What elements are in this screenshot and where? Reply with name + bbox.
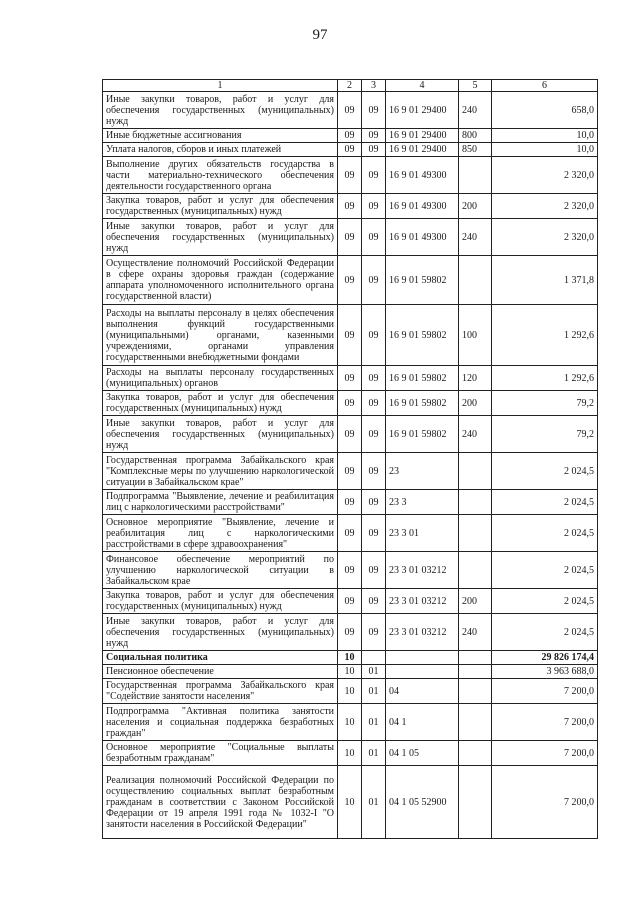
subsection-code: 01 [362, 679, 386, 704]
table-row [103, 305, 598, 366]
subsection-code: 09 [362, 219, 386, 256]
amount-value: 2 024,5 [492, 552, 598, 589]
amount-value: 3 963 688,0 [492, 665, 598, 679]
row-name: Расходы на выплаты персоналу в целях обеспечения выполнения функций государственными (муниципальными) органами, казенными учреждениями, органами управления государственными внебюджетными фондами [103, 305, 338, 366]
table-row [103, 704, 598, 741]
section-code: 10 [338, 741, 362, 766]
row-name: Закупка товаров, работ и услуг для обеспечения государственных (муниципальных) нужд [103, 194, 338, 219]
row-name: Осуществление полномочий Российской Федерации в сфере охраны здоровья граждан (содержание аппарата уполномоченного исполнительного органа государственной власти) [103, 256, 338, 305]
amount-value: 2 024,5 [492, 589, 598, 614]
section-code: 09 [338, 614, 362, 651]
section-code: 09 [338, 219, 362, 256]
subsection-code: 09 [362, 143, 386, 157]
table-row [103, 366, 598, 391]
expense-type-code [459, 515, 492, 552]
target-article-code: 16 9 01 59802 [386, 416, 459, 453]
expense-type-code: 200 [459, 391, 492, 416]
row-name: Закупка товаров, работ и услуг для обеспечения государственных (муниципальных) нужд [103, 391, 338, 416]
row-name: Уплата налогов, сборов и иных платежей [103, 143, 338, 157]
amount-value: 1 292,6 [492, 366, 598, 391]
section-code: 09 [338, 416, 362, 453]
table-row [103, 92, 598, 129]
page-number: 97 [312, 27, 328, 43]
expense-type-code [459, 453, 492, 490]
amount-value: 7 200,0 [492, 741, 598, 766]
target-article-code: 04 1 05 [386, 741, 459, 766]
expense-type-code [459, 256, 492, 305]
table-row [103, 391, 598, 416]
amount-value: 2 024,5 [492, 614, 598, 651]
subsection-code: 09 [362, 366, 386, 391]
section-code: 09 [338, 305, 362, 366]
subsection-code: 09 [362, 490, 386, 515]
row-name: Иные закупки товаров, работ и услуг для обеспечения государственных (муниципальных) нужд [103, 614, 338, 651]
column-header: 3 [362, 80, 386, 92]
section-code: 09 [338, 552, 362, 589]
column-header-row [103, 80, 598, 92]
subsection-code [362, 651, 386, 665]
section-code: 09 [338, 194, 362, 219]
subsection-code: 09 [362, 256, 386, 305]
amount-value: 2 024,5 [492, 490, 598, 515]
row-name: Выполнение других обязательств государства в части материально-технического обеспечения деятельности государственного органа [103, 157, 338, 194]
section-code: 09 [338, 92, 362, 129]
column-header: 2 [338, 80, 362, 92]
subsection-code: 09 [362, 589, 386, 614]
column-header: 6 [492, 80, 598, 92]
target-article-code: 16 9 01 59802 [386, 391, 459, 416]
section-code: 10 [338, 704, 362, 741]
subsection-code: 09 [362, 305, 386, 366]
row-name: Подпрограмма "Активная политика занятости населения и социальная поддержка безработных граждан" [103, 704, 338, 741]
row-name: Иные закупки товаров, работ и услуг для обеспечения государственных (муниципальных) нужд [103, 416, 338, 453]
expense-type-code: 240 [459, 219, 492, 256]
subsection-code: 01 [362, 704, 386, 741]
target-article-code: 23 3 01 03212 [386, 589, 459, 614]
amount-value: 10,0 [492, 143, 598, 157]
row-name: Подпрограмма "Выявление, лечение и реабилитация лиц с наркологическими расстройствами" [103, 490, 338, 515]
subsection-code: 01 [362, 766, 386, 839]
table-row [103, 453, 598, 490]
row-name: Иные закупки товаров, работ и услуг для обеспечения государственных (муниципальных) нужд [103, 92, 338, 129]
section-code: 09 [338, 366, 362, 391]
section-code: 09 [338, 391, 362, 416]
target-article-code: 23 3 01 [386, 515, 459, 552]
table-row [103, 679, 598, 704]
subsection-code: 09 [362, 157, 386, 194]
table-row [103, 552, 598, 589]
target-article-code: 04 [386, 679, 459, 704]
section-code: 10 [338, 766, 362, 839]
amount-value: 2 320,0 [492, 157, 598, 194]
expense-type-code [459, 704, 492, 741]
subsection-code: 09 [362, 129, 386, 143]
target-article-code [386, 651, 459, 665]
expense-type-code [459, 679, 492, 704]
amount-value: 658,0 [492, 92, 598, 129]
target-article-code: 16 9 01 49300 [386, 157, 459, 194]
table-row [103, 741, 598, 766]
table-row [103, 651, 598, 665]
row-name: Основное мероприятие "Выявление, лечение и реабилитация лиц с наркологическими расстройствами в сфере здравоохранения" [103, 515, 338, 552]
target-article-code: 16 9 01 59802 [386, 305, 459, 366]
amount-value: 79,2 [492, 391, 598, 416]
amount-value: 7 200,0 [492, 679, 598, 704]
table-row [103, 515, 598, 552]
section-code: 09 [338, 453, 362, 490]
table-row [103, 157, 598, 194]
section-code: 09 [338, 589, 362, 614]
column-header: 1 [103, 80, 338, 92]
target-article-code: 16 9 01 49300 [386, 219, 459, 256]
expense-type-code: 240 [459, 614, 492, 651]
amount-value: 79,2 [492, 416, 598, 453]
subsection-code: 09 [362, 453, 386, 490]
row-name: Расходы на выплаты персоналу государственных (муниципальных) органов [103, 366, 338, 391]
row-name: Пенсионное обеспечение [103, 665, 338, 679]
subsection-code: 09 [362, 391, 386, 416]
table-row [103, 589, 598, 614]
target-article-code: 04 1 [386, 704, 459, 741]
expense-type-code: 200 [459, 589, 492, 614]
row-name: Социальная политика [103, 651, 338, 665]
section-code: 09 [338, 256, 362, 305]
amount-value: 1 371,8 [492, 256, 598, 305]
section-code: 10 [338, 665, 362, 679]
amount-value: 2 024,5 [492, 453, 598, 490]
table-row [103, 614, 598, 651]
target-article-code [386, 665, 459, 679]
target-article-code: 16 9 01 49300 [386, 194, 459, 219]
row-name: Финансовое обеспечение мероприятий по улучшению наркологической ситуации в Забайкальском крае [103, 552, 338, 589]
subsection-code: 09 [362, 552, 386, 589]
table-row [103, 256, 598, 305]
table-row [103, 143, 598, 157]
target-article-code: 23 3 [386, 490, 459, 515]
amount-value: 2 320,0 [492, 219, 598, 256]
section-code: 09 [338, 129, 362, 143]
expense-type-code: 200 [459, 194, 492, 219]
table-row [103, 416, 598, 453]
section-code: 10 [338, 651, 362, 665]
subsection-code: 01 [362, 741, 386, 766]
target-article-code: 16 9 01 29400 [386, 129, 459, 143]
expense-type-code: 850 [459, 143, 492, 157]
section-code: 09 [338, 157, 362, 194]
subsection-code: 09 [362, 92, 386, 129]
table-row [103, 490, 598, 515]
budget-table [102, 79, 598, 839]
expense-type-code [459, 157, 492, 194]
row-name: Иные бюджетные ассигнования [103, 129, 338, 143]
row-name: Государственная программа Забайкальского края "Комплексные меры по улучшению наркологической ситуации в Забайкальском крае" [103, 453, 338, 490]
expense-type-code [459, 665, 492, 679]
table-row [103, 194, 598, 219]
column-header: 5 [459, 80, 492, 92]
amount-value: 2 024,5 [492, 515, 598, 552]
table-row [103, 766, 598, 839]
target-article-code: 23 3 01 03212 [386, 552, 459, 589]
amount-value: 2 320,0 [492, 194, 598, 219]
subsection-code: 09 [362, 515, 386, 552]
subsection-code: 09 [362, 614, 386, 651]
expense-type-code: 240 [459, 416, 492, 453]
subsection-code: 09 [362, 416, 386, 453]
target-article-code: 16 9 01 29400 [386, 92, 459, 129]
row-name: Основное мероприятие "Социальные выплаты безработным гражданам" [103, 741, 338, 766]
section-code: 09 [338, 515, 362, 552]
amount-value: 7 200,0 [492, 766, 598, 839]
row-name: Государственная программа Забайкальского края "Содействие занятости населения" [103, 679, 338, 704]
row-name: Реализация полномочий Российской Федерации по осуществлению социальных выплат безработным гражданам в соответствии с Законом Российской Федерации от 19 апреля 1991 года № 1032-I "О занятости населения в Российской Федерации" [103, 766, 338, 839]
amount-value: 1 292,6 [492, 305, 598, 366]
expense-type-code [459, 490, 492, 515]
target-article-code: 04 1 05 52900 [386, 766, 459, 839]
subsection-code: 01 [362, 665, 386, 679]
column-header: 4 [386, 80, 459, 92]
target-article-code: 16 9 01 59802 [386, 366, 459, 391]
expense-type-code: 800 [459, 129, 492, 143]
target-article-code: 23 3 01 03212 [386, 614, 459, 651]
amount-value: 29 826 174,4 [492, 651, 598, 665]
target-article-code: 16 9 01 29400 [386, 143, 459, 157]
expense-type-code [459, 552, 492, 589]
expense-type-code [459, 766, 492, 839]
expense-type-code: 120 [459, 366, 492, 391]
row-name: Иные закупки товаров, работ и услуг для обеспечения государственных (муниципальных) нужд [103, 219, 338, 256]
expense-type-code [459, 741, 492, 766]
section-code: 10 [338, 679, 362, 704]
subsection-code: 09 [362, 194, 386, 219]
expense-type-code: 100 [459, 305, 492, 366]
expense-type-code: 240 [459, 92, 492, 129]
table-row [103, 219, 598, 256]
section-code: 09 [338, 143, 362, 157]
row-name: Закупка товаров, работ и услуг для обеспечения государственных (муниципальных) нужд [103, 589, 338, 614]
expense-type-code [459, 651, 492, 665]
amount-value: 10,0 [492, 129, 598, 143]
table-row [103, 665, 598, 679]
section-code: 09 [338, 490, 362, 515]
table-row [103, 129, 598, 143]
target-article-code: 23 [386, 453, 459, 490]
target-article-code: 16 9 01 59802 [386, 256, 459, 305]
amount-value: 7 200,0 [492, 704, 598, 741]
